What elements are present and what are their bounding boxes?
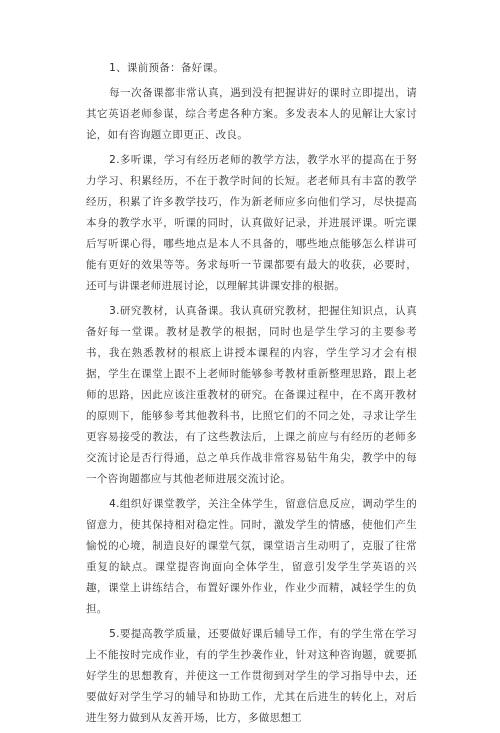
paragraph-5: 4.组织好课堂教学，关注全体学生，留意信息反应，调动学生的留意力，使其保持相对稳定性。同时，激发学生的情感，使他们产生愉悦的心境，制造良好的课堂气氛，课堂语言生动明了，克服了往常重复的缺点。课堂提咨询面向全体学生，留意引发学生学英语的兴趣，课堂上讲练结合，布置好课外作业，作业少而精，减轻学生的负担。 [86,498,417,615]
paragraph-6: 5.要提高教学质量，还要做好课后辅导工作，有的学生常在学习上不能按时完成作业，有的学生抄袭作业，针对这种咨询题，就要抓好学生的思想教育，并使这一工作贯彻到对学生的学习指导中去，还要做好对学生学习的辅导和协助工作，尤其在后进生的转化上，对后进生努力做到从友善开场，比方，多做思想工 [86,628,417,724]
document-body [86,58,417,733]
paragraph-2: 每一次备课都非常认真，遇到没有把握讲好的课时立即提出，请其它英语老师参谋，综合考虑各种方案。多发表本人的见解让大家讨论，如有咨询题立即更正、改良。 [86,87,417,141]
paragraph-1: 1、课前预备：备好课。 [109,62,225,74]
paragraph-3: 2.多听课，学习有经历老师的教学方法，教学水平的提高在于努力学习、积累经历，不在于教学时间的长短。老老师具有丰富的教学经历，积累了许多教学技巧，作为新老师应多向他们学习，尽快提高本身的教学水平，听课的同时，认真做好记录，并进展评课。听完课后写听课心得，哪些地点是本人不具备的，哪些地点能够怎么样讲可能有更好的效果等等。务求每听一节课都要有最大的收获，必要时，还可与讲课老师进展讨论，以理解其讲课安排的根据。 [86,154,417,292]
paragraph-4: 3.研究教材，认真备课。我认真研究教材，把握住知识点，认真备好每一堂课。教材是教学的根据，同时也是学生学习的主要参考书，我在熟悉教材的根底上讲授本课程的内容，学生学习才会有根据，学生在课堂上跟不上老师时能够参考教材重新整理思路，跟上老师的思路，因此应该注重教材的研究。在备课过程中，在不离开教材的原则下，能够参考其他教科书，比照它们的不同之处，寻求让学生更容易接受的教法，有了这些教法后，上课之前应与有经历的老师多交流讨论是否行得通，总之单兵作战非常容易钻牛角尖，教学中的每一个咨询题都应与其他老师进展交流讨论。 [86,305,417,485]
